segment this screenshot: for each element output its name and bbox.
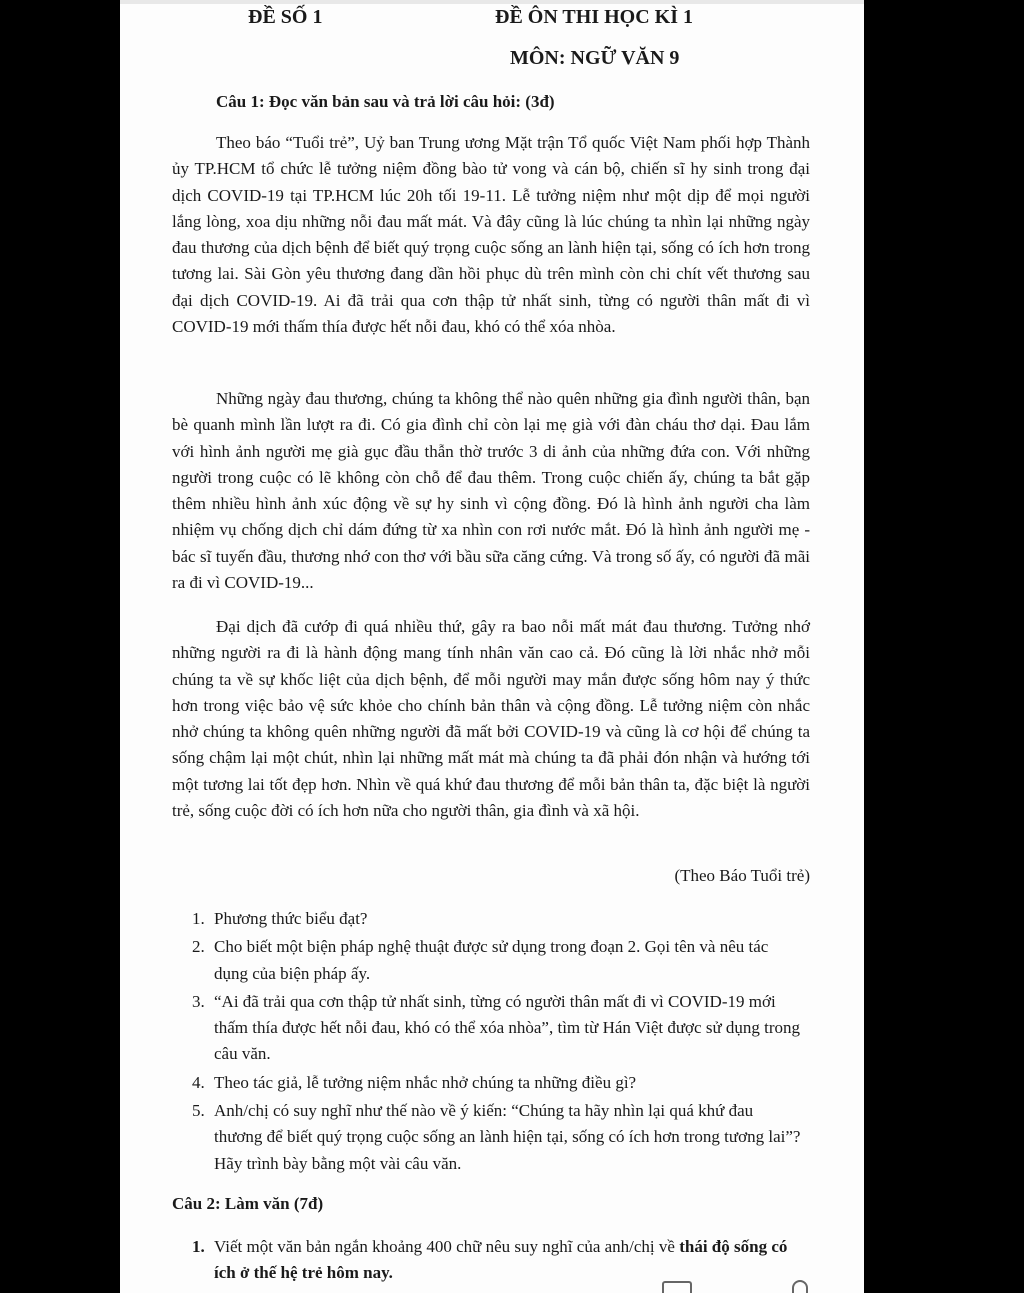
search-icon[interactable] — [792, 1280, 808, 1293]
item-number: 2. — [192, 937, 205, 957]
list-item — [192, 1098, 804, 1177]
item-number: 1. — [192, 1237, 205, 1256]
item-text: Viết một văn bản ngắn khoảng 400 chữ nêu suy nghĩ của anh/chị về — [214, 1237, 680, 1256]
item-text: Phương thức biểu đạt? — [214, 909, 368, 928]
exam-number: ĐỀ SỐ 1 — [248, 6, 323, 28]
item-text: Cho biết một biện pháp nghệ thuật được sử dụng trong đoạn 2. Gọi tên và nêu tác dụng của biện pháp ấy. — [214, 937, 769, 983]
passage-source: (Theo Báo Tuổi trẻ) — [674, 866, 810, 885]
passage-paragraph-3: Đại dịch đã cướp đi quá nhiều thứ, gây ra bao nỗi mất mát đau thương. Tưởng nhớ những người ra đi là hành động mang tính nhân văn cao cả. Đó cũng là lời nhắc nhở mỗi chúng ta về sự khốc liệt của dịch bệnh, để mỗi người may mắn được sống hôm nay ý thức hơn trong việc bảo vệ sức khỏe cho chính bản thân và cộng đồng. Lễ tưởng niệm còn nhắc nhở chúng ta không quên những người đã mất bởi COVID-19 và cũng là cơ hội để chúng ta sống chậm lại một chút, nhìn lại những mất mát mà chúng ta đã phải đón nhận và hướng tới một tương lai tốt đẹp hơn. Nhìn về quá khứ đau thương để mỗi bản thân ta, đặc biệt là người trẻ, sống cuộc đời có ích hơn nữa cho người thân, gia đình và xã hội. — [172, 617, 810, 821]
page-top-edge — [120, 0, 864, 4]
question-2-heading: Câu 2: Làm văn (7đ) — [172, 1194, 324, 1213]
item-number: 3. — [192, 991, 205, 1011]
question-2-list — [192, 1234, 804, 1289]
item-text-emphasis: thái độ sống có ích ở thế hệ trẻ hôm nay. — [214, 1237, 788, 1283]
list-item — [192, 906, 804, 932]
item-number: 4. — [192, 1072, 205, 1092]
item-number: 5. — [192, 1101, 205, 1121]
list-item — [192, 934, 804, 987]
item-text: Theo tác giả, lễ tưởng niệm nhắc nhở chúng ta những điều gì? — [214, 1072, 637, 1092]
exam-subject: MÔN: NGỮ VĂN 9 — [510, 47, 680, 69]
question-1-heading: Câu 1: Đọc văn bản sau và trả lời câu hỏi: (3đ) — [216, 92, 555, 111]
document-page — [120, 0, 864, 1293]
item-number: 1. — [192, 909, 205, 928]
list-item — [192, 1070, 804, 1096]
passage-paragraph-2: Những ngày đau thương, chúng ta không thể nào quên những gia đình người thân, bạn bè quanh mình lần lượt ra đi. Có gia đình chỉ còn lại mẹ già với đàn cháu thơ dại. Đau lắm với hình ảnh người mẹ già gục đầu thẫn thờ trước 3 di ảnh của những đứa con. Với những người trong cuộc có lẽ không còn chỗ để đau thêm. Trong cuộc chiến ấy, chúng ta bắt gặp thêm nhiều hình ảnh xúc động về sự hy sinh vì cộng đồng. Đó là hình ảnh người cha làm nhiệm vụ chống dịch chỉ dám đứng từ xa nhìn con rơi nước mắt. Đó là hình ảnh người mẹ - bác sĩ tuyến đầu, thương nhớ con thơ với bầu sữa căng cứng. Và trong số ấy, có người đã mãi ra đi vì COVID-19... — [172, 389, 810, 593]
list-item — [192, 1234, 804, 1287]
passage-paragraph-1: Theo báo “Tuổi trẻ”, Uỷ ban Trung ương Mặt trận Tổ quốc Việt Nam phối hợp Thành ủy TP.HCM tổ chức lễ tưởng niệm đồng bào tử vong và cán bộ, chiến sĩ hy sinh trong đại dịch COVID-19 tại TP.HCM lúc 20h tối 19-11. Lễ tưởng niệm như một dịp để mọi người lắng lòng, xoa dịu những nỗi đau mất mát. Và đây cũng là lúc chúng ta nhìn lại những ngày đau thương của dịch bệnh để biết quý trọng cuộc sống an lành hiện tại, sống có ích hơn trong tương lai. Sài Gòn yêu thương đang dần hồi phục dù trên mình còn chi chít vết thương sau đại dịch COVID-19. Ai đã trải qua cơn thập tử nhất sinh, từng có người thân mất đi vì COVID-19 mới thấm thía được hết nỗi đau, khó có thể xóa nhòa. — [172, 133, 810, 337]
item-text: Anh/chị có suy nghĩ như thế nào về ý kiến: “Chúng ta hãy nhìn lại quá khứ đau thương để biết quý trọng cuộc sống an lành hiện tại, sống có ích hơn trong tương lai”? Hãy trình bày bằng một vài câu văn. — [214, 1101, 801, 1173]
document-icon[interactable] — [662, 1281, 692, 1293]
exam-title: ĐỀ ÔN THI HỌC KÌ 1 — [495, 6, 693, 28]
question-1-list — [192, 906, 804, 1179]
item-text: “Ai đã trải qua cơn thập tử nhất sinh, từng có người thân mất đi vì COVID-19 mới thấm thía được hết nỗi đau, khó có thể xóa nhòa”, tìm từ Hán Việt được sử dụng trong câu văn. — [214, 991, 801, 1064]
list-item — [192, 989, 804, 1068]
